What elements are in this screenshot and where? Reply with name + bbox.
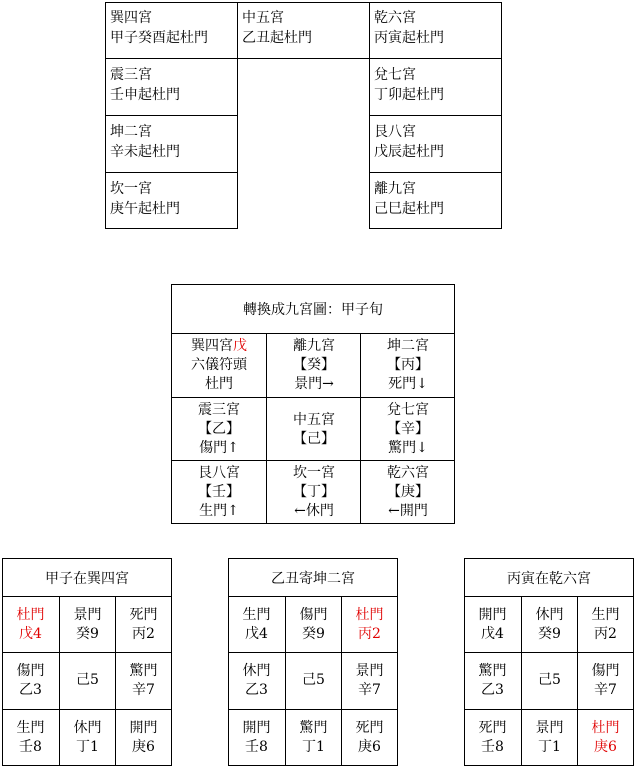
middle-grid-cell bbox=[267, 334, 361, 397]
gate-name: 景門 bbox=[73, 606, 102, 623]
gate-name: 景門 bbox=[294, 376, 323, 392]
gate-name: 開門 bbox=[478, 606, 507, 623]
gate-label bbox=[172, 502, 266, 521]
palace-note: 戊辰起杜門 bbox=[374, 144, 444, 160]
stem-label: 【丁】 bbox=[293, 484, 335, 500]
gate-name: 生門 bbox=[591, 606, 620, 623]
stem-number: 丁1 bbox=[538, 738, 561, 755]
gate-cell bbox=[522, 710, 577, 765]
gate-name: 休門 bbox=[242, 662, 271, 679]
top-cell bbox=[237, 2, 312, 48]
gate-name: 休門 bbox=[73, 719, 102, 736]
gate-cell bbox=[229, 597, 284, 652]
middle-grid-cell bbox=[172, 334, 266, 397]
palace-name-text: 巽四宮 bbox=[191, 338, 233, 354]
gate-name: 景門 bbox=[535, 719, 564, 736]
palace-name bbox=[267, 411, 361, 430]
middle-grid-cell bbox=[267, 398, 361, 461]
gate-name: 生門 bbox=[199, 503, 228, 519]
gate-cell bbox=[3, 597, 58, 652]
gate-name: 傷門 bbox=[199, 440, 228, 456]
gate-cell bbox=[116, 653, 171, 708]
gate-cell bbox=[229, 653, 284, 708]
bottom-grid-bingyin bbox=[464, 558, 634, 766]
grid-title: 丙寅在乾六宮 bbox=[507, 571, 591, 587]
gate-name: 傷門 bbox=[16, 662, 45, 679]
gate-label bbox=[267, 375, 361, 394]
palace-name bbox=[267, 464, 361, 483]
gate-name: 杜門 bbox=[591, 719, 620, 736]
stem-number: 壬8 bbox=[481, 738, 504, 755]
palace-note: 辛未起杜門 bbox=[110, 144, 180, 160]
middle-grid-cell bbox=[267, 461, 361, 524]
stem-number: 己5 bbox=[538, 672, 561, 688]
stem-label: 【癸】 bbox=[293, 357, 335, 373]
top-cell bbox=[369, 173, 444, 219]
stem-number: 壬8 bbox=[19, 738, 42, 755]
stem-number: 辛7 bbox=[594, 681, 617, 698]
palace-name-text: 乾六宮 bbox=[387, 465, 429, 481]
top-cell bbox=[369, 116, 444, 162]
stem-label: 【丙】 bbox=[387, 357, 429, 373]
gate-label bbox=[267, 502, 361, 521]
gate-cell bbox=[465, 710, 520, 765]
gate-name: 生門 bbox=[16, 719, 45, 736]
gate-label bbox=[172, 439, 266, 458]
gate-cell bbox=[465, 597, 520, 652]
gate-cell bbox=[342, 597, 397, 652]
top-cell bbox=[105, 59, 180, 105]
palace-note: 乙丑起杜門 bbox=[242, 30, 312, 46]
stem-label: 【庚】 bbox=[387, 484, 429, 500]
gate-cell bbox=[3, 710, 58, 765]
palace-name bbox=[361, 337, 455, 356]
palace-note: 壬申起杜門 bbox=[110, 87, 180, 103]
arrow-down-icon: ↓ bbox=[416, 440, 428, 456]
palace-name: 艮八宮 bbox=[374, 124, 416, 140]
palace-name: 中五宮 bbox=[242, 10, 284, 26]
arrow-right-icon: → bbox=[322, 376, 334, 392]
arrow-left-icon: ← bbox=[294, 503, 306, 519]
gate-name: 死門 bbox=[388, 376, 417, 392]
palace-stem: 戊 bbox=[233, 338, 247, 354]
gate-name: 開門 bbox=[399, 503, 428, 519]
stem-number: 乙3 bbox=[19, 681, 42, 698]
gate-name: 驚門 bbox=[478, 662, 507, 679]
palace-name bbox=[267, 337, 361, 356]
stem-label: 六儀符頭 bbox=[191, 357, 247, 373]
stem-number: 辛7 bbox=[132, 681, 155, 698]
arrow-left-icon: ← bbox=[388, 503, 400, 519]
palace-name: 乾六宮 bbox=[374, 10, 416, 26]
gate-name: 驚門 bbox=[299, 719, 328, 736]
gate-name: 生門 bbox=[242, 606, 271, 623]
stem-number: 丙2 bbox=[358, 625, 381, 642]
gate-label bbox=[361, 439, 455, 458]
palace-name-text: 兌七宮 bbox=[387, 402, 429, 418]
gate-name: 傷門 bbox=[591, 662, 620, 679]
palace-name-text: 震三宮 bbox=[198, 402, 240, 418]
palace-note: 庚午起杜門 bbox=[110, 201, 180, 217]
palace-name: 坤二宮 bbox=[110, 124, 152, 140]
gate-cell bbox=[229, 710, 284, 765]
arrow-up-icon: ↑ bbox=[227, 503, 239, 519]
stem-number: 戊4 bbox=[245, 625, 268, 642]
gate-label bbox=[361, 375, 455, 394]
middle-grid-cell bbox=[172, 461, 266, 524]
palace-name bbox=[172, 464, 266, 483]
palace-name: 震三宮 bbox=[110, 67, 152, 83]
arrow-down-icon: ↓ bbox=[416, 376, 428, 392]
gate-name: 死門 bbox=[478, 719, 507, 736]
palace-name bbox=[361, 464, 455, 483]
gate-cell bbox=[286, 653, 341, 708]
gate-cell bbox=[116, 597, 171, 652]
palace-note: 甲子癸酉起杜門 bbox=[110, 30, 208, 46]
gate-name: 杜門 bbox=[16, 606, 45, 623]
gate-cell bbox=[522, 597, 577, 652]
middle-grid bbox=[171, 284, 455, 524]
stem-number: 庚6 bbox=[132, 738, 155, 755]
gate-name: 休門 bbox=[305, 503, 334, 519]
palace-name-text: 坎一宮 bbox=[293, 465, 335, 481]
gate-cell bbox=[578, 710, 633, 765]
palace-name: 巽四宮 bbox=[110, 10, 152, 26]
stem-number: 癸9 bbox=[76, 625, 99, 642]
grid-title: 甲子在巽四宮 bbox=[45, 571, 129, 587]
stem-label: 【己】 bbox=[293, 430, 335, 447]
gate-name: 驚門 bbox=[129, 662, 158, 679]
gate-cell bbox=[578, 653, 633, 708]
palace-name: 兌七宮 bbox=[374, 67, 416, 83]
gate-cell bbox=[342, 653, 397, 708]
gate-name: 杜門 bbox=[205, 376, 233, 392]
top-cell bbox=[369, 2, 444, 48]
gate-cell bbox=[578, 597, 633, 652]
stem-number: 丙2 bbox=[594, 625, 617, 642]
stem-number: 癸9 bbox=[302, 625, 325, 642]
stem-number: 庚6 bbox=[594, 738, 617, 755]
gate-cell bbox=[116, 710, 171, 765]
gate-name: 死門 bbox=[355, 719, 384, 736]
stem-number: 壬8 bbox=[245, 738, 268, 755]
palace-name bbox=[172, 337, 266, 356]
stem-number: 癸9 bbox=[538, 625, 561, 642]
stem-number: 辛7 bbox=[358, 681, 381, 698]
bottom-grid-yichou bbox=[228, 558, 398, 766]
palace-name-text: 坤二宮 bbox=[387, 338, 429, 354]
middle-grid-cell bbox=[361, 398, 455, 461]
stem-number: 庚6 bbox=[358, 738, 381, 755]
gate-cell bbox=[342, 710, 397, 765]
stem-number: 戊4 bbox=[19, 625, 42, 642]
palace-note: 己巳起杜門 bbox=[374, 201, 444, 217]
gate-label bbox=[172, 375, 266, 394]
bottom-grid-jiazi bbox=[2, 558, 172, 766]
stem-number: 丙2 bbox=[132, 625, 155, 642]
stem-label: 【辛】 bbox=[387, 421, 429, 437]
gate-cell bbox=[60, 710, 115, 765]
palace-name: 離九宮 bbox=[374, 181, 416, 197]
stem-label: 【乙】 bbox=[198, 421, 240, 437]
middle-grid-cell bbox=[361, 334, 455, 397]
gate-cell bbox=[3, 653, 58, 708]
gate-name: 開門 bbox=[242, 719, 271, 736]
gate-name: 驚門 bbox=[388, 440, 417, 456]
grid-title: 乙丑寄坤二宮 bbox=[271, 571, 355, 587]
stem-number: 乙3 bbox=[245, 681, 268, 698]
palace-name-text: 離九宮 bbox=[293, 338, 335, 354]
stem-label: 【壬】 bbox=[198, 484, 240, 500]
gate-cell bbox=[286, 597, 341, 652]
palace-name bbox=[172, 401, 266, 420]
top-cell bbox=[105, 2, 208, 48]
palace-name: 坎一宮 bbox=[110, 181, 152, 197]
middle-grid-cell bbox=[172, 398, 266, 461]
top-cell bbox=[369, 59, 444, 105]
gate-name: 景門 bbox=[355, 662, 384, 679]
gate-cell bbox=[60, 653, 115, 708]
middle-grid-cell bbox=[361, 461, 455, 524]
gate-name: 死門 bbox=[129, 606, 158, 623]
stem-number: 丁1 bbox=[76, 738, 99, 755]
arrow-up-icon: ↑ bbox=[227, 440, 239, 456]
gate-name: 休門 bbox=[535, 606, 564, 623]
gate-cell bbox=[60, 597, 115, 652]
stem-number: 己5 bbox=[76, 672, 99, 688]
stem-number: 己5 bbox=[302, 672, 325, 688]
palace-name-text: 中五宮 bbox=[293, 411, 335, 428]
gate-cell bbox=[286, 710, 341, 765]
stem-number: 乙3 bbox=[481, 681, 504, 698]
gate-name: 傷門 bbox=[299, 606, 328, 623]
stem-number: 戊4 bbox=[481, 625, 504, 642]
palace-note: 丁卯起杜門 bbox=[374, 87, 444, 103]
palace-name-text: 艮八宮 bbox=[198, 465, 240, 481]
palace-name bbox=[361, 401, 455, 420]
gate-name: 開門 bbox=[129, 719, 158, 736]
gate-cell bbox=[522, 653, 577, 708]
gate-name: 杜門 bbox=[355, 606, 384, 623]
top-cell bbox=[105, 173, 180, 219]
stem-number: 丁1 bbox=[302, 738, 325, 755]
palace-note: 丙寅起杜門 bbox=[374, 30, 444, 46]
gate-label bbox=[361, 502, 455, 521]
top-cell bbox=[105, 116, 180, 162]
gate-cell bbox=[465, 653, 520, 708]
middle-grid-title: 轉換成九宮圖：甲子旬 bbox=[243, 302, 383, 318]
